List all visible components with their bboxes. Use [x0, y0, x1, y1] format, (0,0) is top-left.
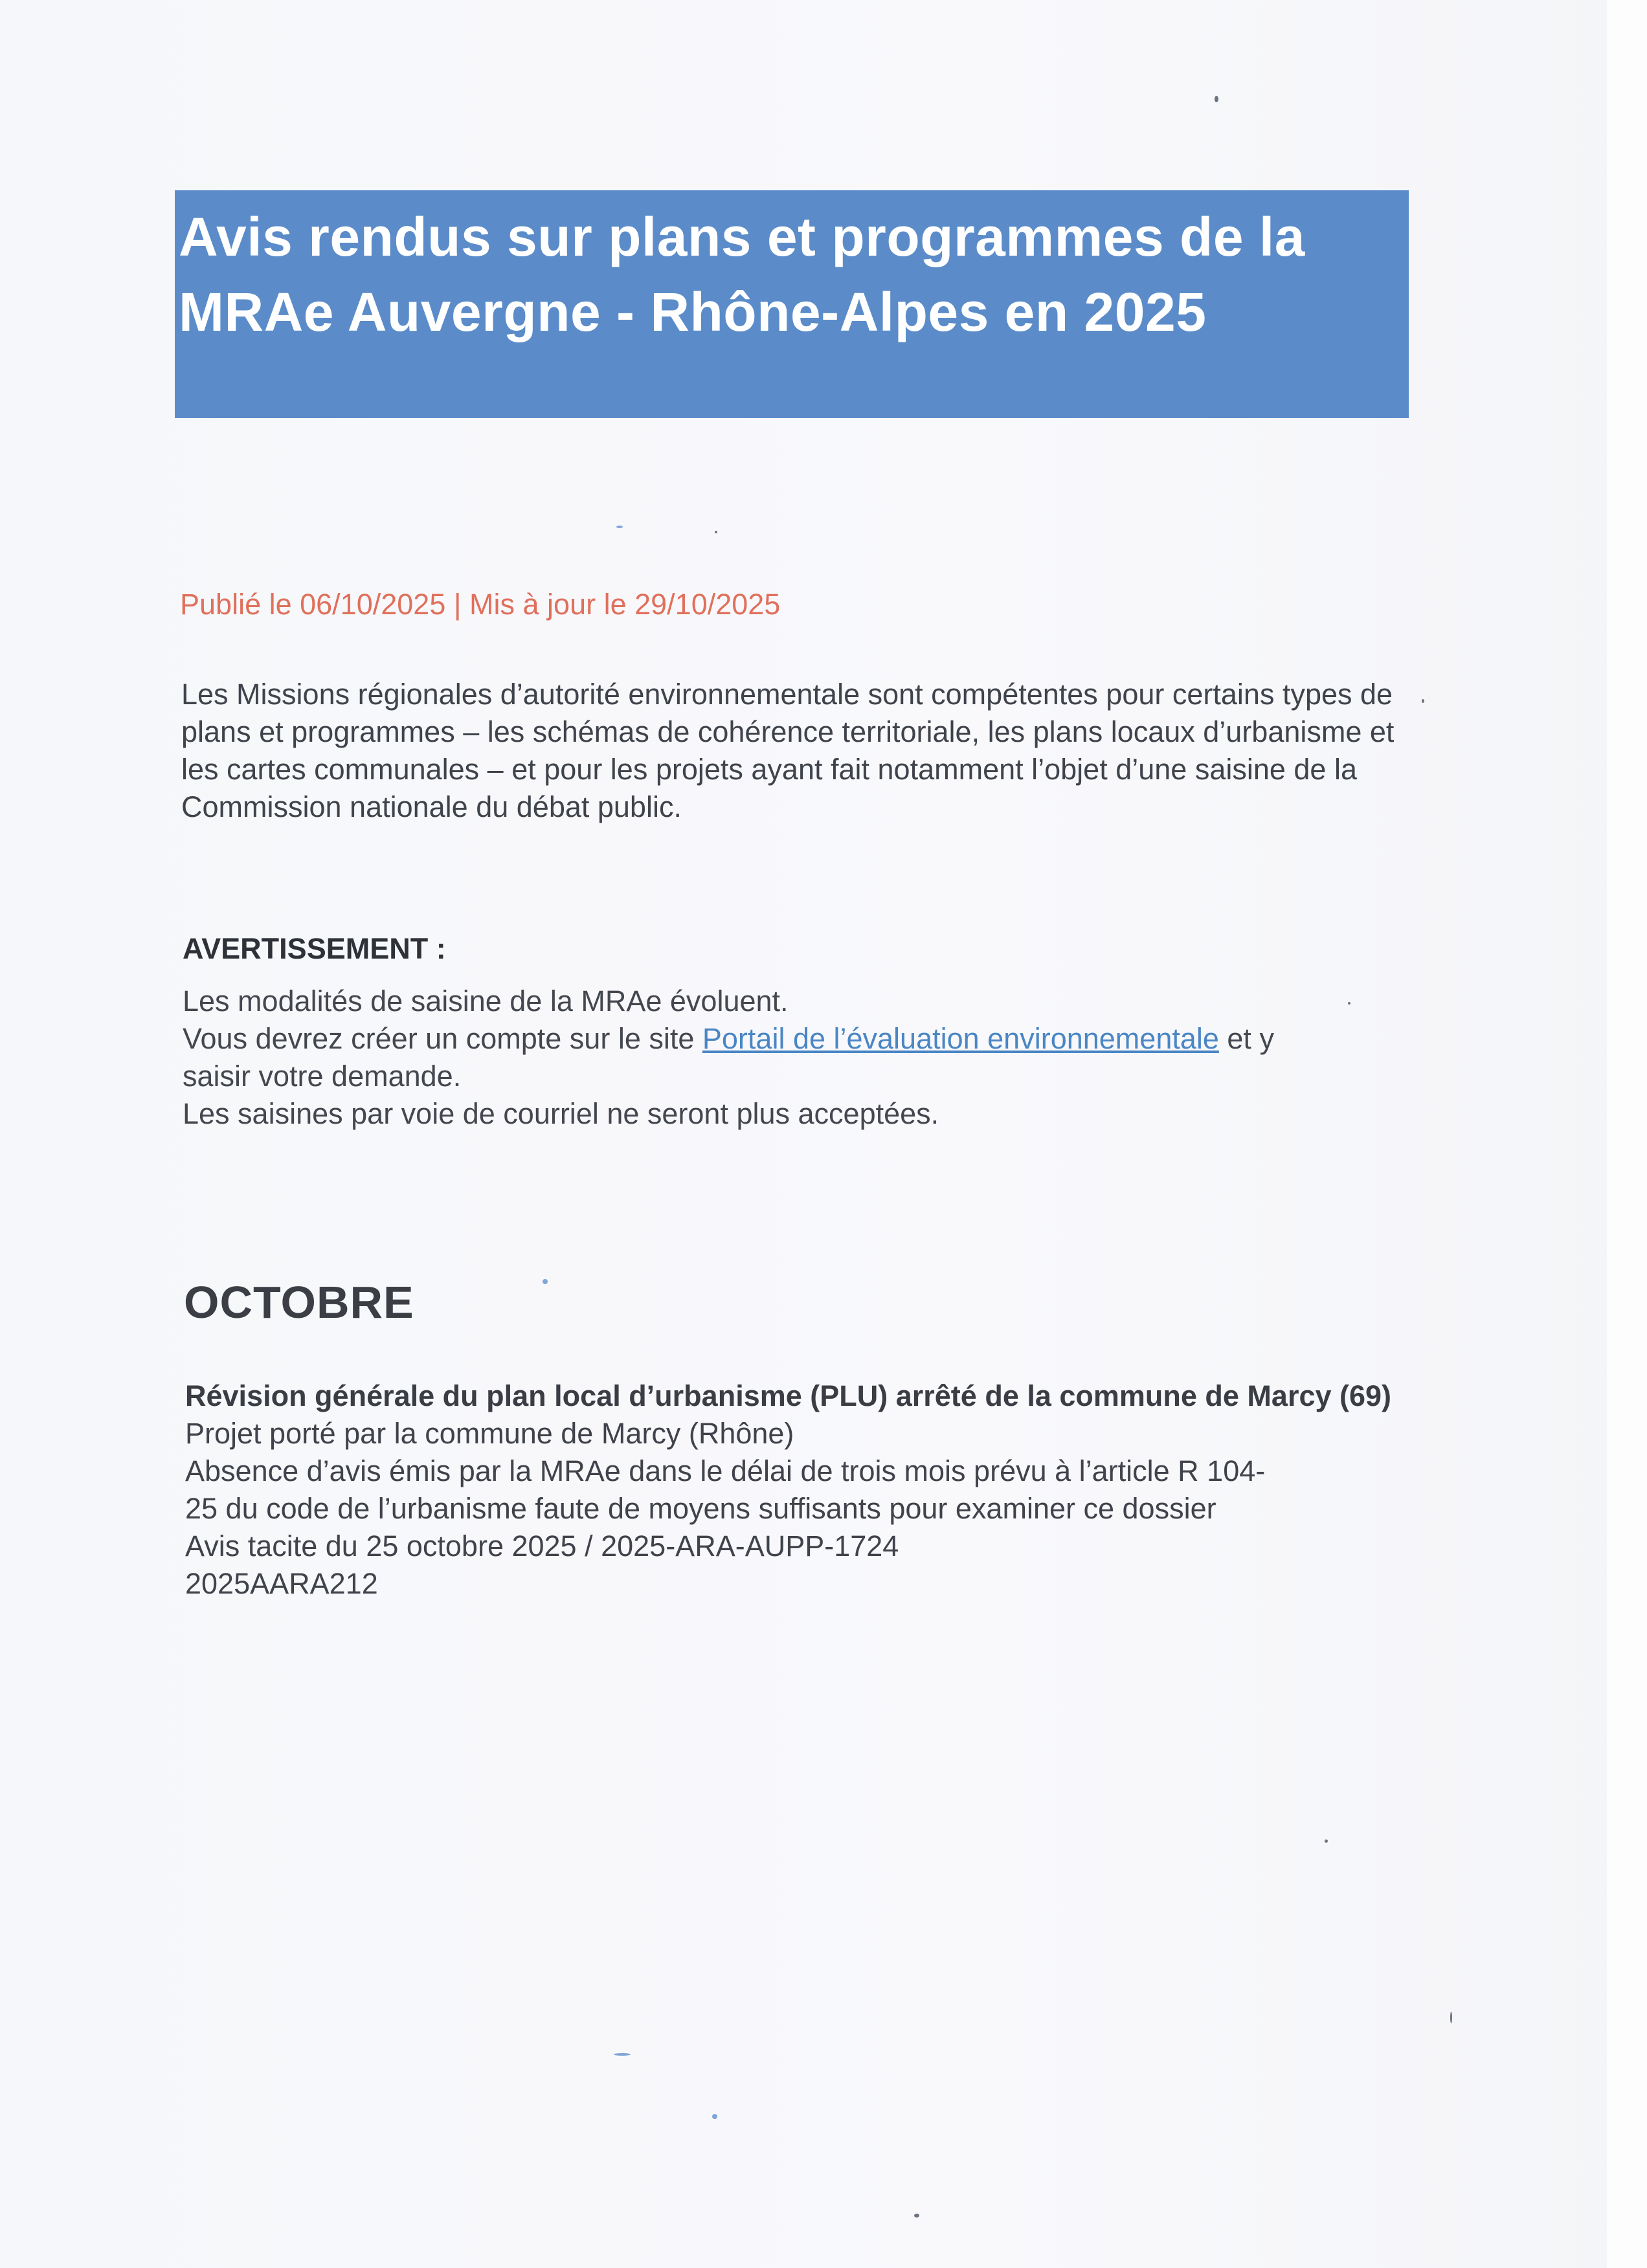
scan-speck	[1348, 1002, 1350, 1005]
warning-line-4: Les saisines par voie de courriel ne seront plus acceptées.	[183, 1097, 939, 1130]
scan-speck	[1325, 1840, 1328, 1843]
portal-link[interactable]: Portail de l’évaluation environnementale	[702, 1022, 1219, 1055]
month-heading: OCTOBRE	[184, 1277, 414, 1328]
warning-heading: AVERTISSEMENT :	[183, 932, 446, 965]
warning-line-2-text: Vous devrez créer un compte sur le site	[183, 1022, 702, 1055]
scan-speck	[614, 2053, 631, 2056]
intro-paragraph: Les Missions régionales d’autorité environnementale sont compétentes pour certains types de plans et programmes – les schémas de cohérence territoriale, les plans locaux d’urbanisme et les cartes communales – et pour les projets ayant fait notamment l’objet d’une saisine de la Commission nationale du débat public.	[181, 678, 1395, 823]
entry-code: 2025AARA212	[185, 1567, 378, 1600]
warning-line-2	[183, 1020, 1413, 1058]
scan-speck	[914, 2214, 919, 2218]
entry-project: Projet porté par la commune de Marcy (Rhône)	[185, 1417, 794, 1450]
scan-speck	[1215, 96, 1218, 102]
list-item	[185, 1377, 1402, 1603]
scan-speck	[715, 531, 717, 533]
entry-detail-line-1: Absence d’avis émis par la MRAe dans le délai de trois mois prévu à l’article R 104-	[185, 1454, 1266, 1487]
scan-speck	[1422, 699, 1424, 703]
page-title: Avis rendus sur plans et programmes de la MRAe Auvergne - Rhône-Alpes en 2025	[179, 206, 1305, 342]
entry-reference: Avis tacite du 25 octobre 2025 / 2025-ARA-AUPP-1724	[185, 1529, 899, 1562]
scan-edge	[1607, 0, 1647, 2268]
entry-detail-line-2: 25 du code de l’urbanisme faute de moyens suffisants pour examiner ce dossier	[185, 1492, 1216, 1525]
entry-title: Révision générale du plan local d’urbanisme (PLU) arrêté de la commune de Marcy (69)	[185, 1379, 1392, 1412]
title-banner	[175, 190, 1409, 418]
warning-line-1: Les modalités de saisine de la MRAe évoluent.	[183, 984, 789, 1017]
warning-line-3: saisir votre demande.	[183, 1060, 462, 1093]
warning-body	[183, 983, 1413, 1133]
scan-speck	[1450, 2012, 1452, 2023]
scan-speck	[616, 526, 623, 528]
warning-line-2-end: et y	[1218, 1022, 1274, 1055]
scan-speck	[543, 1279, 548, 1284]
publication-dates: Publié le 06/10/2025 | Mis à jour le 29/10/2025	[180, 588, 781, 621]
scan-speck	[712, 2114, 717, 2119]
